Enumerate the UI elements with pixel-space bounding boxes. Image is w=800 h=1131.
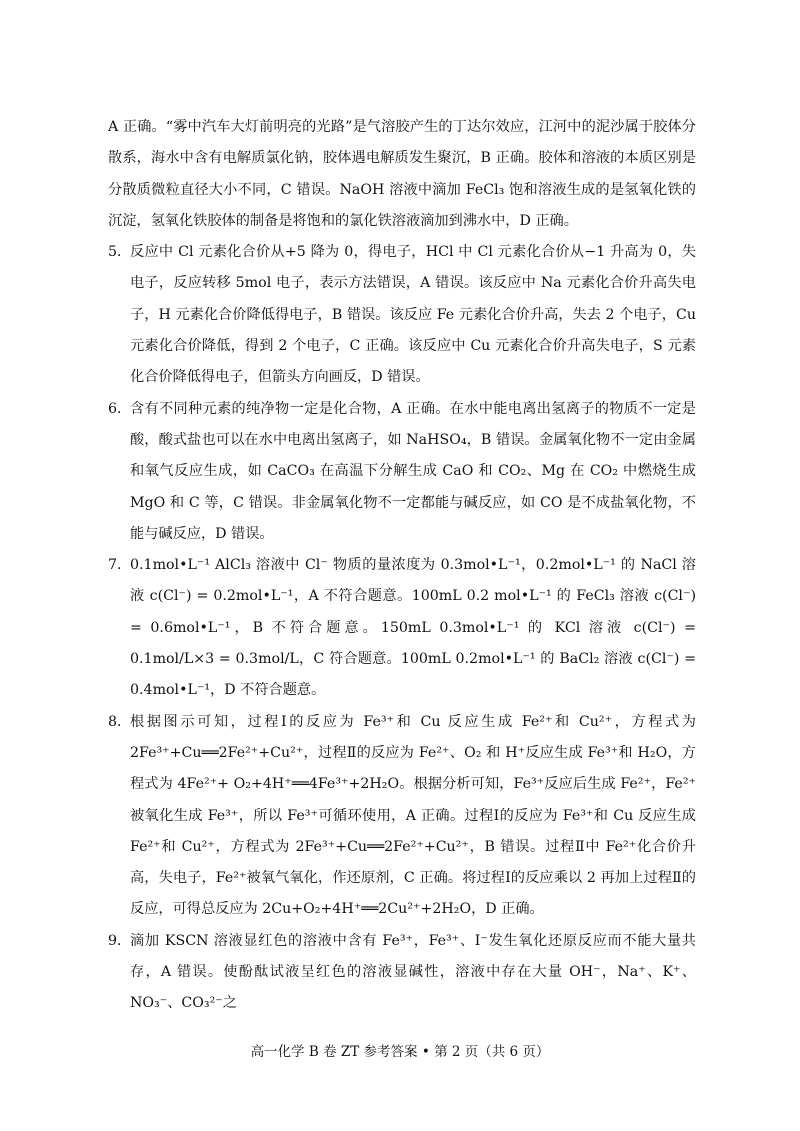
item-text: 根据图示可知，过程Ⅰ的反应为 Fe³⁺和 Cu 反应生成 Fe²⁺和 Cu²⁺，方程式为 2Fe³⁺+Cu══2Fe²⁺+Cu²⁺，过程Ⅱ的反应为 Fe²⁺、O₂ 和 H⁺反应生成 Fe³⁺和 H₂O，方程式为 4Fe²⁺+ O₂+4H⁺══4Fe³⁺+2H₂O。根据分析可知，Fe³⁺反应后生成 Fe²⁺，Fe²⁺被氧化生成 Fe³⁺，所以 Fe³⁺可循环使用，A 正确。过程Ⅰ的反应为 Fe³⁺和 Cu 反应生成 Fe²⁺和 Cu²⁺，方程式为 2Fe³⁺+Cu══2Fe²⁺+Cu²⁺，B 错误。过程Ⅱ中 Fe²⁺化合价升高，失电子，Fe²⁺被氧气氧化，作还原剂，C 正确。将过程Ⅰ的反应乘以 2 再加上过程Ⅱ的反应，可得总反应为 2Cu+O₂+4H⁺══2Cu²⁺+2H₂O，D 正确。 [130, 713, 696, 918]
item-text: 滴加 KSCN 溶液显红色的溶液中含有 Fe³⁺，Fe³⁺、I⁻发生氧化还原反应而不能大量共存，A 错误。使酚酞试液呈红色的溶液显碱性，溶液中存在大量 OH⁻，Na⁺、K⁺、NO₃⁻、CO₃²⁻之 [130, 932, 696, 1012]
item-text: 反应中 Cl 元素化合价从+5 降为 0，得电子，HCl 中 Cl 元素化合价从−1 升高为 0，失电子，反应转移 5mol 电子，表示方法错误，A 错误。该反应中 Na 元素化合价升高失电子，H 元素化合价降低得电子，B 错误。该反应 Fe 元素化合价升高，失去 2 个电子，Cu 元素化合价降低，得到 2 个电子，C 正确。该反应中 Cu 元素化合价升高失电子，S 元素化合价降低得电子，但箭头方向画反，D 错误。 [130, 244, 696, 386]
intro-paragraph: A 正确。“雾中汽车大灯前明亮的光路”是气溶胶产生的丁达尔效应，江河中的泥沙属于胶体分散系，海水中含有电解质氯化钠，胶体遇电解质发生聚沉，B 正确。胶体和溶液的本质区别是分散质微粒直径大小不同，C 错误。NaOH 溶液中滴加 FeCl₃ 饱和溶液生成的是氢氧化铁的沉淀，氢氧化铁胶体的制备是将饱和的氯化铁溶液滴加到沸水中，D 正确。 [108, 119, 696, 229]
item-number: 8． [108, 713, 132, 730]
answer-content [108, 112, 696, 1020]
item-number: 6． [108, 400, 132, 417]
item-number: 7． [108, 557, 132, 574]
answer-item-5 [108, 237, 696, 393]
item-text: 含有不同种元素的纯净物一定是化合物，A 正确。在水中能电离出氢离子的物质不一定是酸，酸式盐也可以在水中电离出氢离子，如 NaHSO₄，B 错误。金属氧化物不一定由金属和氧气反应生成，如 CaCO₃ 在高温下分解生成 CaO 和 CO₂、Mg 在 CO₂ 中燃烧生成 MgO 和 C 等，C 错误。非金属氧化物不一定都能与碱反应，如 CO 是不成盐氧化物，不能与碱反应，D 错误。 [130, 400, 696, 542]
page-footer: 高一化学 B 卷 ZT 参考答案 • 第 2 页（共 6 页） [250, 1044, 550, 1060]
answer-item-8 [108, 707, 696, 926]
answer-item-6 [108, 394, 696, 550]
answer-item-7 [108, 550, 696, 706]
item-number: 5． [108, 244, 132, 261]
item-text: 0.1mol•L⁻¹ AlCl₃ 溶液中 Cl⁻ 物质的量浓度为 0.3mol•L⁻¹，0.2mol•L⁻¹ 的 NaCl 溶液 c(Cl⁻) = 0.2mol•L⁻¹，A 不符合题意。100mL 0.2 mol•L⁻¹ 的 FeCl₃ 溶液 c(Cl⁻) = 0.6mol•L⁻¹，B 不符合题意。150mL 0.3mol•L⁻¹ 的 KCl 溶液 c(Cl⁻) = 0.1mol/L×3 = 0.3mol/L，C 符合题意。100mL 0.2mol•L⁻¹ 的 BaCl₂ 溶液 c(Cl⁻) = 0.4mol•L⁻¹，D 不符合题意。 [130, 557, 696, 699]
item-number: 9． [108, 932, 132, 949]
answer-item-9 [108, 926, 696, 1020]
